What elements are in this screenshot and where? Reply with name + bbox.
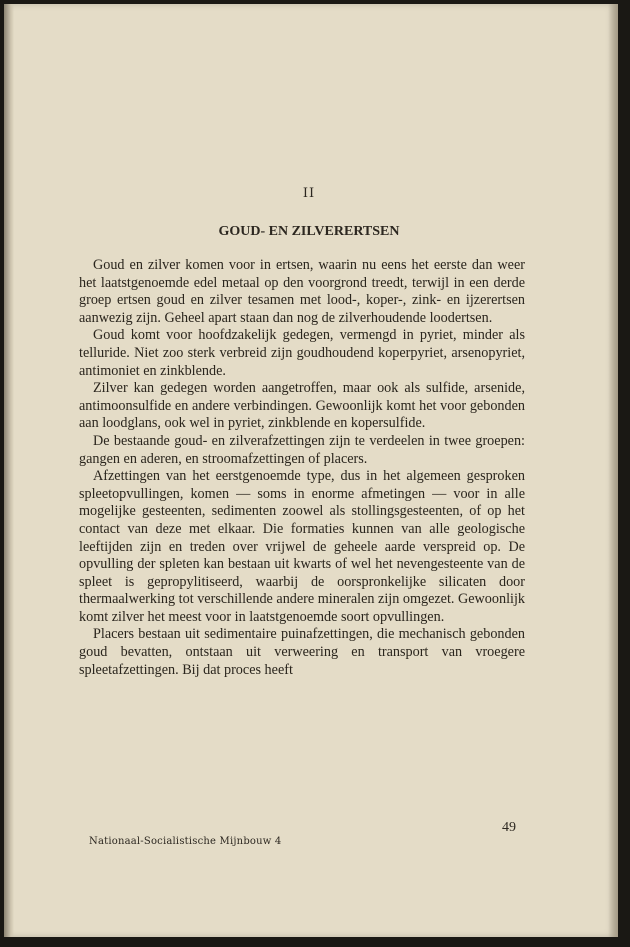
page-number: 49 (502, 820, 516, 835)
paragraph: Goud en zilver komen voor in ertsen, waarin nu eens het eerste dan weer het laatstgenoemde edel metaal op den voorgrond treedt, terwijl in een derde groep ertsen goud en zilver tesamen met lood-, koper-, zink- en ijzerertsen aanwezig zijn. Geheel apart staan dan nog de zilverhoudende loodertsen. (79, 257, 525, 326)
page-gutter-shadow (4, 4, 14, 937)
paragraph: Placers bestaan uit sedimentaire puinafzettingen, die mechanisch gebonden goud bevatten, ontstaan uit verweering en transport van vroegere spleetafzettingen. Bij dat proces heeft (79, 626, 525, 678)
chapter-title: GOUD- EN ZILVERERTSEN (218, 224, 400, 239)
chapter-number: II (302, 186, 316, 201)
paragraph: De bestaande goud- en zilverafzettingen zijn te verdeelen in twee groepen: gangen en aderen, en stroomafzettingen of placers. (79, 432, 525, 467)
paragraph: Afzettingen van het eerstgenoemde type, dus in het algemeen gesproken spleetopvullingen, komen — soms in enorme afmetingen — voor in alle mogelijke gesteenten, sedimenten zoowel als stollingsgesteenten, of op het contact van deze met elkaar. Die formaties kunnen van alle geologische leeftijden zijn en treden over vrijwel de geheele aarde verspreid op. De opvulling der spleten kan bestaan uit kwarts of wel het nevengesteente van de spleet is gepropylitiseerd, waarbij de oorspronkelijke silicaten door thermaalwerking tot verschillende andere mineralen zijn omgezet. Gewoonlijk komt zilver het meest voor in laatstgenoemde soort opvullingen. (79, 468, 525, 625)
page-edge-shadow (608, 4, 618, 937)
paragraph: Zilver kan gedegen worden aangetroffen, maar ook als sulfide, arsenide, antimoonsulfide en andere verbindingen. Gewoonlijk komt het voor gebonden aan loodglans, ook wel in pyriet, zinkblende en kopersulfide. (79, 380, 525, 432)
paragraph: Goud komt voor hoofdzakelijk gedegen, vermengd in pyriet, minder als telluride. Niet zoo sterk verbreid zijn goudhoudend koperpyriet, arsenopyriet, antimoniet en zinkblende. (79, 327, 525, 379)
printer-signature: Nationaal-Socialistische Mijnbouw 4 (89, 836, 282, 847)
body-text (79, 257, 525, 679)
